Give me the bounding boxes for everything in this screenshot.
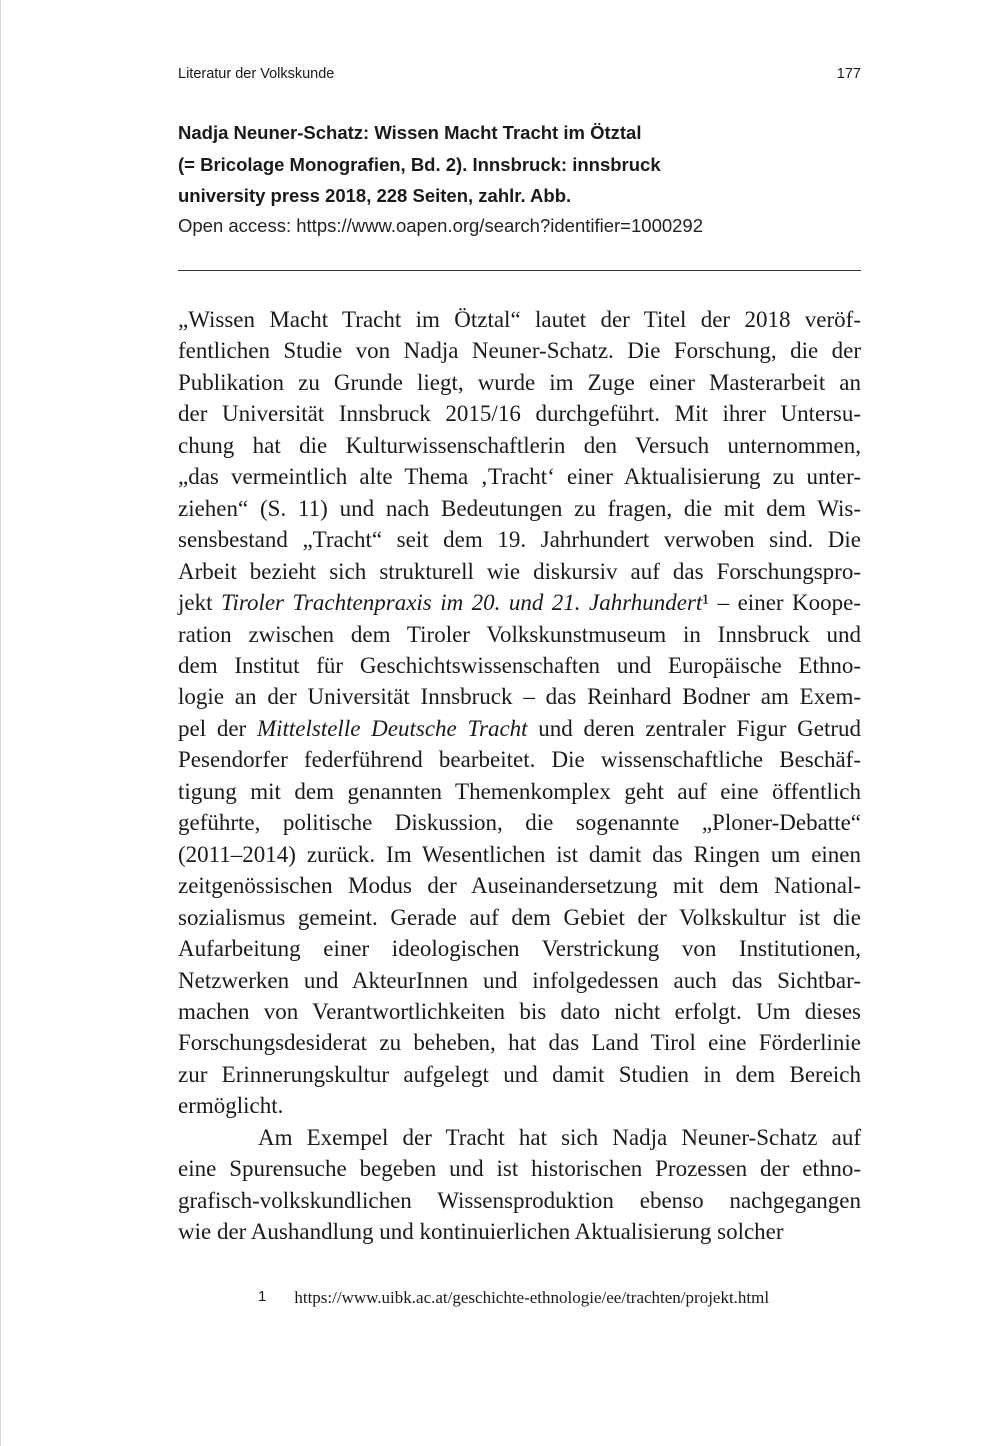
text-line	[178, 965, 861, 996]
text-line	[178, 681, 861, 712]
text-segment: Am Exempel der Tracht hat sich Nadja Neuner-Schatz auf	[258, 1124, 861, 1150]
text-segment: der Universität Innsbruck 2015/16 durchgeführt. Mit ihrer Untersu-	[178, 401, 861, 427]
text-line	[178, 556, 861, 587]
divider	[178, 270, 861, 271]
text-line	[178, 933, 861, 964]
text-segment: Netzwerken und AkteurInnen und infolgedessen auch das Sichtbar-	[178, 967, 861, 993]
text-line	[178, 902, 861, 933]
text-line	[178, 1216, 861, 1247]
text-line	[178, 430, 861, 461]
text-line	[178, 335, 861, 366]
text-segment: (2011–2014) zurück. Im Wesentlichen ist damit das Ringen um einen	[178, 841, 861, 867]
text-line	[178, 367, 861, 398]
text-segment: logie an der Universität Innsbruck – das Reinhard Bodner am Exem-	[178, 684, 861, 710]
title-line: Nadja Neuner-Schatz: Wissen Macht Tracht im Ötztal	[178, 122, 642, 143]
footnote-number: 1	[258, 1288, 267, 1305]
text-segment: machen von Verantwortlichkeiten bis dato nicht erfolgt. Um dieses	[178, 998, 861, 1024]
text-segment: Publikation zu Grunde liegt, wurde im Zuge einer Masterarbeit an	[178, 369, 861, 395]
text-line	[178, 744, 861, 775]
text-segment: chung hat die Kulturwissenschaftlerin den Versuch unternommen,	[178, 432, 861, 458]
italic-title: Tiroler Trachtenpraxis im 20. und 21. Jahrhundert	[220, 590, 703, 616]
text-line	[178, 713, 861, 744]
text-segment: Pesendorfer federführend bearbeitet. Die wissenschaftliche Beschäf-	[178, 747, 861, 773]
text-line	[178, 870, 861, 901]
text-segment: und deren zentraler Figur Getrud	[527, 715, 861, 741]
title-line: (= Bricolage Monografien, Bd. 2). Innsbruck: innsbruck	[178, 153, 661, 175]
body-text	[178, 304, 861, 1248]
text-segment: Forschungsdesiderat zu beheben, hat das Land Tirol eine Förderlinie	[178, 1030, 861, 1056]
text-segment: Aufarbeitung einer ideologischen Verstrickung von Institutionen,	[178, 936, 861, 962]
text-line	[178, 650, 861, 681]
text-line	[178, 839, 861, 870]
text-line	[178, 1090, 861, 1121]
text-segment: zeitgenössischen Modus der Auseinandersetzung mit dem National-	[178, 873, 861, 899]
running-head	[178, 66, 861, 82]
text-line	[178, 1153, 861, 1184]
open-access-link[interactable]: Open access: https://www.oapen.org/search?identifier=1000292	[178, 215, 704, 236]
text-line	[178, 461, 861, 492]
review-title	[178, 117, 868, 212]
text-segment: geführte, politische Diskussion, die sogenannte „Ploner-Debatte“	[178, 810, 861, 836]
title-line: university press 2018, 228 Seiten, zahlr. Abb.	[178, 185, 572, 206]
text-line	[178, 807, 861, 838]
text-segment: sensbestand „Tracht“ seit dem 19. Jahrhundert verwoben sind. Die	[178, 527, 861, 553]
page-edge	[0, 0, 1, 1446]
text-line	[178, 493, 861, 524]
text-segment: ration zwischen dem Tiroler Volkskunstmuseum in Innsbruck und	[178, 621, 861, 647]
text-line	[178, 398, 861, 429]
text-line	[178, 1027, 861, 1058]
text-line	[178, 587, 861, 618]
text-segment: tigung mit dem genannten Themenkomplex geht auf eine öffentlich	[178, 778, 861, 804]
footnote-link[interactable]: https://www.uibk.ac.at/geschichte-ethnologie/ee/trachten/projekt.html	[294, 1288, 770, 1307]
text-segment: wie der Aushandlung und kontinuierlichen Aktualisierung solcher	[178, 1219, 784, 1245]
text-line	[178, 1185, 861, 1216]
text-segment: ermöglicht.	[178, 1093, 284, 1119]
text-segment: ziehen“ (S. 11) und nach Bedeutungen zu fragen, die mit dem Wis-	[178, 495, 861, 521]
text-segment: jekt	[178, 590, 221, 616]
section-title: Literatur der Volkskunde	[178, 66, 335, 82]
text-line	[178, 619, 861, 650]
italic-title: Mittelstelle Deutsche Tracht	[256, 715, 528, 741]
text-line	[178, 1122, 861, 1153]
text-segment: sozialismus gemeint. Gerade auf dem Gebiet der Volkskultur ist die	[178, 904, 861, 930]
text-segment: dem Institut für Geschichtswissenschaften und Europäische Ethno-	[178, 652, 861, 678]
text-segment: grafisch-volkskundlichen Wissensproduktion ebenso nachgegangen	[178, 1187, 861, 1213]
text-segment: Arbeit bezieht sich strukturell wie diskursiv auf das Forschungspro-	[178, 558, 861, 584]
text-segment: pel der	[178, 715, 257, 741]
footnote	[258, 1288, 769, 1308]
text-segment: ¹ – einer Koope-	[702, 590, 861, 616]
text-segment: zur Erinnerungskultur aufgelegt und damit Studien in dem Bereich	[178, 1061, 861, 1087]
text-line	[178, 1059, 861, 1090]
text-line	[178, 996, 861, 1027]
text-segment: eine Spurensuche begeben und ist historischen Prozessen der ethno-	[178, 1156, 861, 1182]
page-number: 177	[836, 66, 861, 82]
text-segment: fentlichen Studie von Nadja Neuner-Schatz. Die Forschung, die der	[178, 338, 861, 364]
text-line	[178, 304, 861, 335]
text-line	[178, 524, 861, 555]
text-segment: „Wissen Macht Tracht im Ötztal“ lautet der Titel der 2018 veröf-	[178, 307, 861, 332]
text-line	[178, 776, 861, 807]
text-segment: „das vermeintlich alte Thema ‚Tracht‘ einer Aktualisierung zu unter-	[178, 464, 861, 490]
